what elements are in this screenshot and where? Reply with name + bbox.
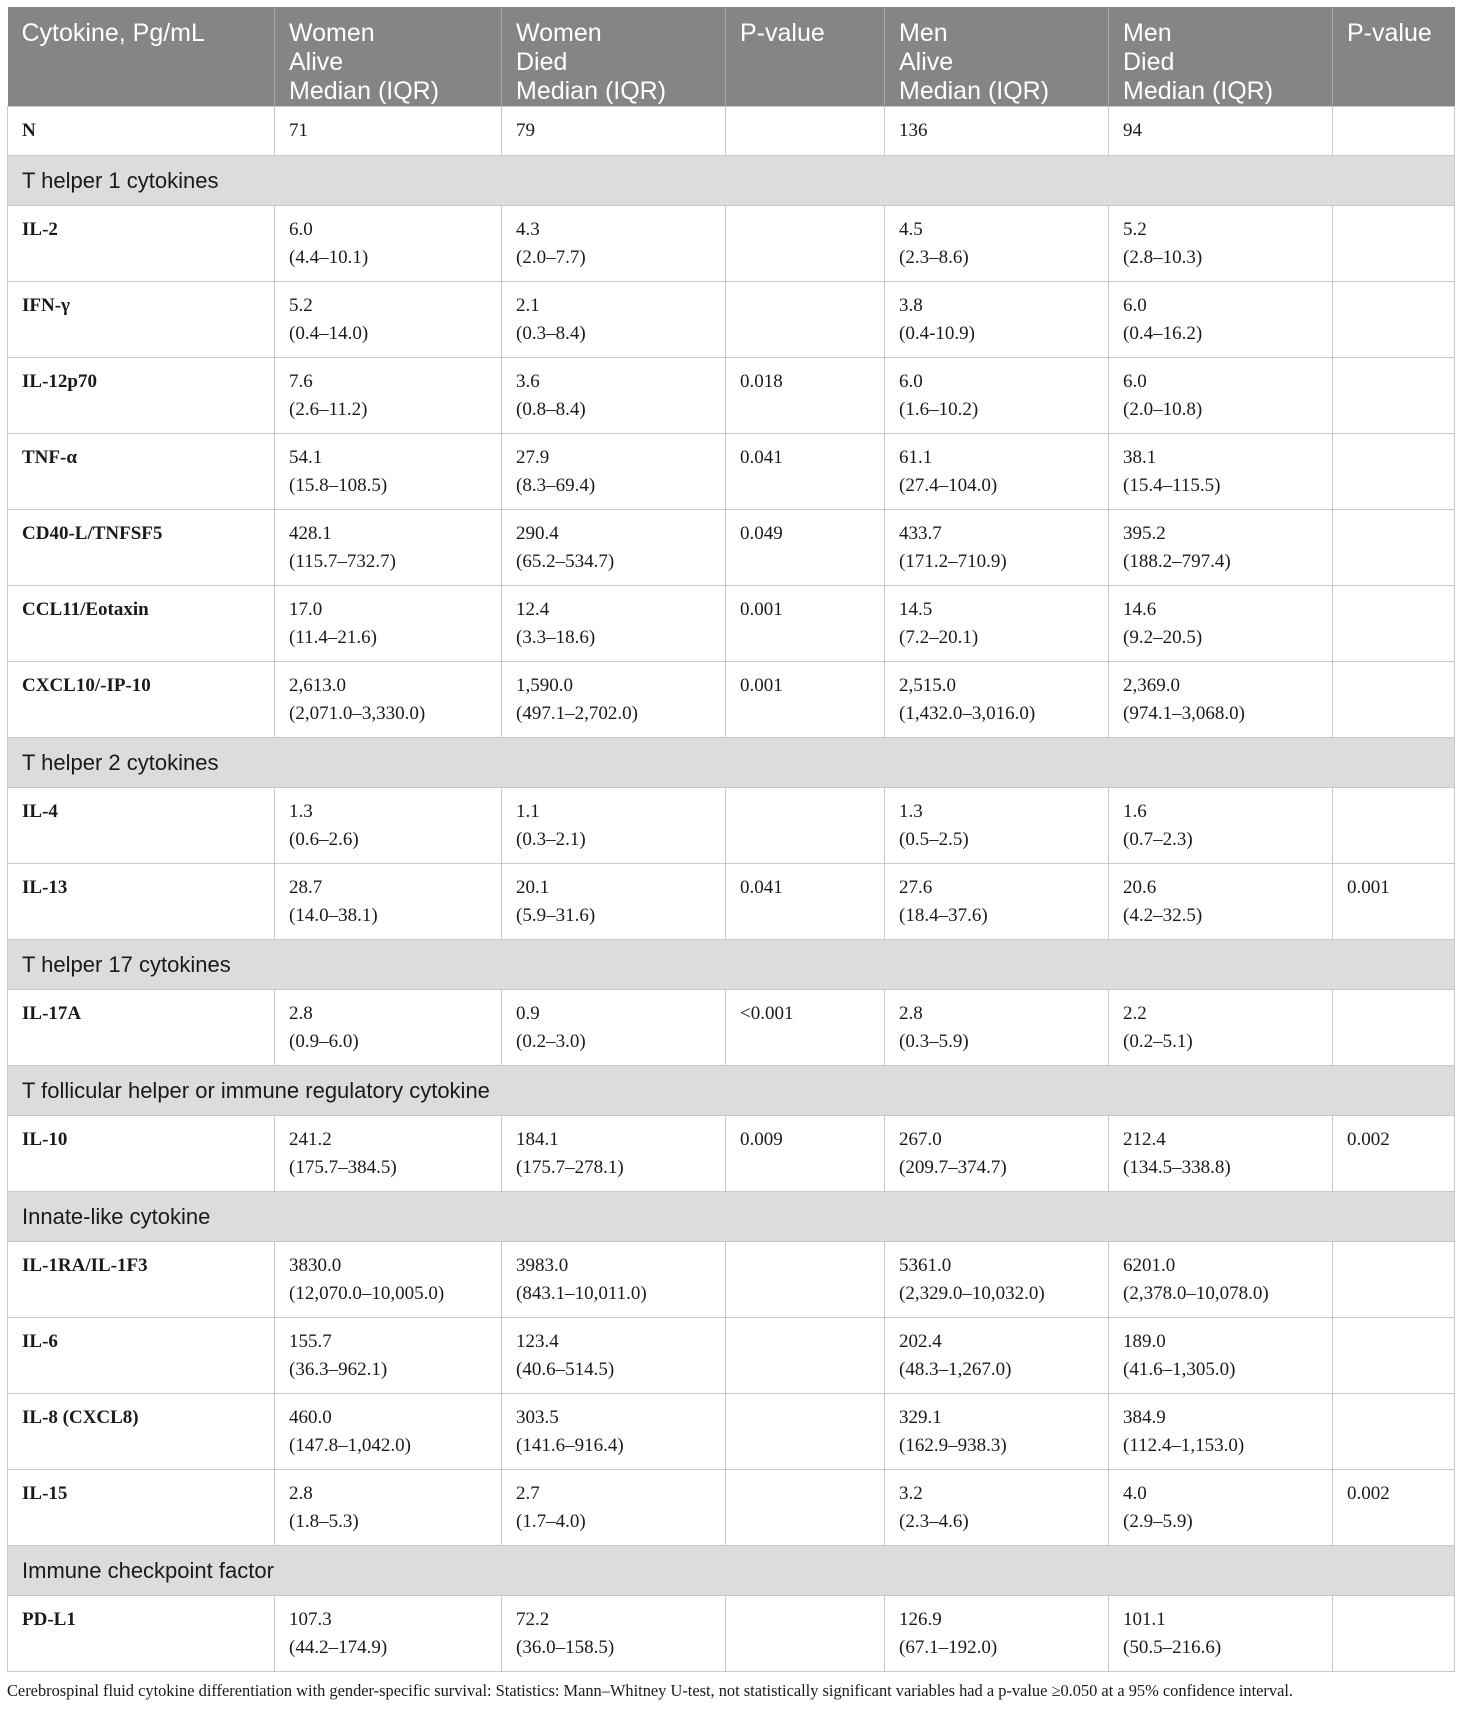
iqr-value: (0.4–16.2) (1123, 323, 1203, 344)
median-value: 2.8 (289, 1483, 313, 1504)
men-died-cell (1109, 990, 1333, 1066)
table-row (8, 1470, 1455, 1546)
iqr-value: (2.8–10.3) (1123, 247, 1203, 268)
women-alive-cell (275, 1470, 502, 1546)
p-value-men-cell (1333, 788, 1455, 864)
table-row (8, 1596, 1455, 1672)
median-value: 2,369.0 (1123, 675, 1180, 696)
table-row (8, 1318, 1455, 1394)
median-value: 5.2 (289, 295, 313, 316)
median-value: 5361.0 (899, 1255, 952, 1276)
iqr-value: (974.1–3,068.0) (1123, 703, 1245, 724)
median-value: 395.2 (1123, 523, 1166, 544)
men-alive-cell (885, 510, 1109, 586)
median-value: 2.8 (899, 1003, 923, 1024)
women-alive-cell (275, 1596, 502, 1672)
section-title: T helper 2 cytokines (8, 738, 1455, 788)
section-row (8, 1546, 1455, 1596)
median-value: 27.9 (516, 447, 550, 468)
p-value-women-cell: 0.009 (726, 1116, 885, 1192)
median-value: 1.6 (1123, 801, 1147, 822)
table-row (8, 282, 1455, 358)
iqr-value: (2.0–7.7) (516, 247, 586, 268)
median-value: 5.2 (1123, 219, 1147, 240)
table-body (8, 107, 1455, 1672)
men-died-cell (1109, 1116, 1333, 1192)
p-value-women-cell (726, 1394, 885, 1470)
median-value: 241.2 (289, 1129, 332, 1150)
median-value: 2,515.0 (899, 675, 956, 696)
median-value: 6201.0 (1123, 1255, 1176, 1276)
p-value-men-cell (1333, 282, 1455, 358)
p-value-women-cell (726, 1470, 885, 1546)
women-died-cell (502, 1116, 726, 1192)
women-died-cell (502, 586, 726, 662)
men-alive-cell (885, 788, 1109, 864)
iqr-value: (2,329.0–10,032.0) (899, 1283, 1045, 1304)
women-alive-cell (275, 510, 502, 586)
men-alive-cell (885, 1318, 1109, 1394)
cytokine-label: IL-10 (8, 1116, 275, 1192)
iqr-value: (18.4–37.6) (899, 905, 988, 926)
median-value: 384.9 (1123, 1407, 1166, 1428)
women-died-cell (502, 1394, 726, 1470)
women-alive-cell (275, 586, 502, 662)
iqr-value: (15.4–115.5) (1123, 475, 1221, 496)
median-value: 38.1 (1123, 447, 1157, 468)
median-value: 2.2 (1123, 1003, 1147, 1024)
iqr-value: (4.2–32.5) (1123, 905, 1203, 926)
iqr-value: (0.7–2.3) (1123, 829, 1193, 850)
women-alive-cell (275, 1242, 502, 1318)
p-value-women-cell: <0.001 (726, 990, 885, 1066)
iqr-value: (175.7–384.5) (289, 1157, 397, 1178)
iqr-value: (2.3–8.6) (899, 247, 969, 268)
p-value-men-cell (1333, 510, 1455, 586)
cytokine-label: IL-6 (8, 1318, 275, 1394)
cytokine-label: IL-1RA/IL-1F3 (8, 1242, 275, 1318)
iqr-value: (1.6–10.2) (899, 399, 979, 420)
iqr-value: (1.7–4.0) (516, 1511, 586, 1532)
median-value: 4.5 (899, 219, 923, 240)
median-value: 3.8 (899, 295, 923, 316)
n-row (8, 107, 1455, 156)
men-died-cell (1109, 434, 1333, 510)
p-value-women-cell (726, 282, 885, 358)
women-alive-cell (275, 662, 502, 738)
median-value: 329.1 (899, 1407, 942, 1428)
women-alive-cell (275, 206, 502, 282)
iqr-value: (5.9–31.6) (516, 905, 596, 926)
n-p-men (1333, 107, 1455, 156)
women-died-cell (502, 510, 726, 586)
cytokine-label: IL-12p70 (8, 358, 275, 434)
iqr-value: (15.8–108.5) (289, 475, 388, 496)
n-women-died: 79 (502, 107, 726, 156)
median-value: 101.1 (1123, 1609, 1166, 1630)
iqr-value: (9.2–20.5) (1123, 627, 1203, 648)
men-alive-cell (885, 358, 1109, 434)
iqr-value: (112.4–1,153.0) (1123, 1435, 1245, 1456)
men-alive-cell (885, 282, 1109, 358)
median-value: 0.9 (516, 1003, 540, 1024)
median-value: 20.1 (516, 877, 550, 898)
p-value-men-cell: 0.002 (1333, 1116, 1455, 1192)
iqr-value: (0.4–14.0) (289, 323, 369, 344)
median-value: 14.6 (1123, 599, 1157, 620)
women-died-cell (502, 358, 726, 434)
women-alive-cell (275, 990, 502, 1066)
men-died-cell (1109, 586, 1333, 662)
iqr-value: (50.5–216.6) (1123, 1637, 1222, 1658)
women-died-cell (502, 1470, 726, 1546)
header-p-value-women: P-value (726, 7, 885, 107)
iqr-value: (141.6–916.4) (516, 1435, 624, 1456)
p-value-women-cell: 0.001 (726, 662, 885, 738)
p-value-women-cell (726, 1596, 885, 1672)
median-value: 189.0 (1123, 1331, 1166, 1352)
median-value: 460.0 (289, 1407, 332, 1428)
women-alive-cell (275, 1318, 502, 1394)
p-value-men-cell (1333, 206, 1455, 282)
median-value: 14.5 (899, 599, 933, 620)
cytokine-label: PD-L1 (8, 1596, 275, 1672)
men-died-cell (1109, 788, 1333, 864)
iqr-value: (2,071.0–3,330.0) (289, 703, 426, 724)
men-died-cell (1109, 282, 1333, 358)
iqr-value: (843.1–10,011.0) (516, 1283, 647, 1304)
p-value-women-cell: 0.018 (726, 358, 885, 434)
iqr-value: (0.3–2.1) (516, 829, 586, 850)
header-p-value-men: P-value (1333, 7, 1455, 107)
p-value-men-cell (1333, 990, 1455, 1066)
median-value: 1.3 (899, 801, 923, 822)
median-value: 4.3 (516, 219, 540, 240)
p-value-women-cell (726, 788, 885, 864)
n-label: N (8, 107, 275, 156)
median-value: 4.0 (1123, 1483, 1147, 1504)
men-alive-cell (885, 990, 1109, 1066)
median-value: 2.8 (289, 1003, 313, 1024)
table-row (8, 864, 1455, 940)
iqr-value: (115.7–732.7) (289, 551, 396, 572)
men-alive-cell (885, 1394, 1109, 1470)
median-value: 428.1 (289, 523, 332, 544)
women-died-cell (502, 864, 726, 940)
men-alive-cell (885, 1596, 1109, 1672)
median-value: 3.2 (899, 1483, 923, 1504)
men-died-cell (1109, 1596, 1333, 1672)
iqr-value: (0.9–6.0) (289, 1031, 359, 1052)
iqr-value: (8.3–69.4) (516, 475, 596, 496)
iqr-value: (0.6–2.6) (289, 829, 359, 850)
median-value: 72.2 (516, 1609, 550, 1630)
p-value-men-cell (1333, 1242, 1455, 1318)
table-row (8, 586, 1455, 662)
women-died-cell (502, 990, 726, 1066)
cytokine-label: IL-13 (8, 864, 275, 940)
iqr-value: (0.2–3.0) (516, 1031, 586, 1052)
iqr-value: (497.1–2,702.0) (516, 703, 638, 724)
cytokine-label: TNF-α (8, 434, 275, 510)
median-value: 123.4 (516, 1331, 559, 1352)
cytokine-label: IL-15 (8, 1470, 275, 1546)
median-value: 1.1 (516, 801, 540, 822)
cytokine-label: IL-2 (8, 206, 275, 282)
median-value: 107.3 (289, 1609, 332, 1630)
iqr-value: (36.3–962.1) (289, 1359, 388, 1380)
table-row (8, 788, 1455, 864)
section-title: T follicular helper or immune regulatory cytokine (8, 1066, 1455, 1116)
p-value-men-cell (1333, 358, 1455, 434)
men-died-cell (1109, 864, 1333, 940)
men-alive-cell (885, 434, 1109, 510)
iqr-value: (134.5–338.8) (1123, 1157, 1231, 1178)
p-value-men-cell (1333, 662, 1455, 738)
section-row (8, 738, 1455, 788)
iqr-value: (27.4–104.0) (899, 475, 998, 496)
iqr-value: (147.8–1,042.0) (289, 1435, 411, 1456)
median-value: 6.0 (1123, 295, 1147, 316)
median-value: 28.7 (289, 877, 323, 898)
p-value-men-cell: 0.001 (1333, 864, 1455, 940)
cytokine-label: IL-4 (8, 788, 275, 864)
men-died-cell (1109, 510, 1333, 586)
median-value: 27.6 (899, 877, 933, 898)
women-alive-cell (275, 864, 502, 940)
median-value: 12.4 (516, 599, 550, 620)
men-alive-cell (885, 206, 1109, 282)
iqr-value: (209.7–374.7) (899, 1157, 1007, 1178)
median-value: 303.5 (516, 1407, 559, 1428)
women-alive-cell (275, 358, 502, 434)
median-value: 3.6 (516, 371, 540, 392)
men-alive-cell (885, 1242, 1109, 1318)
iqr-value: (7.2–20.1) (899, 627, 979, 648)
median-value: 6.0 (899, 371, 923, 392)
iqr-value: (2,378.0–10,078.0) (1123, 1283, 1269, 1304)
men-died-cell (1109, 1318, 1333, 1394)
iqr-value: (11.4–21.6) (289, 627, 377, 648)
women-alive-cell (275, 282, 502, 358)
median-value: 17.0 (289, 599, 323, 620)
table-header (8, 7, 1455, 107)
section-row (8, 940, 1455, 990)
men-died-cell (1109, 1470, 1333, 1546)
iqr-value: (2.9–5.9) (1123, 1511, 1193, 1532)
p-value-men-cell (1333, 1394, 1455, 1470)
women-alive-cell (275, 1116, 502, 1192)
median-value: 212.4 (1123, 1129, 1166, 1150)
table-footnote: Cerebrospinal fluid cytokine differentiation with gender-specific survival: Statistics: Mann–Whitney U-test, not statistically significant variables had a p-value ≥0.050 at a 95% confidence interval. (7, 1681, 1294, 1700)
iqr-value: (0.3–5.9) (899, 1031, 969, 1052)
men-alive-cell (885, 586, 1109, 662)
p-value-men-cell (1333, 434, 1455, 510)
n-p-women (726, 107, 885, 156)
iqr-value: (0.5–2.5) (899, 829, 969, 850)
iqr-value: (1,432.0–3,016.0) (899, 703, 1036, 724)
median-value: 6.0 (1123, 371, 1147, 392)
men-died-cell (1109, 1242, 1333, 1318)
men-died-cell (1109, 662, 1333, 738)
women-died-cell (502, 434, 726, 510)
iqr-value: (2.3–4.6) (899, 1511, 969, 1532)
iqr-value: (3.3–18.6) (516, 627, 596, 648)
median-value: 2.7 (516, 1483, 540, 1504)
median-value: 61.1 (899, 447, 933, 468)
women-alive-cell (275, 1394, 502, 1470)
iqr-value: (48.3–1,267.0) (899, 1359, 1012, 1380)
median-value: 3983.0 (516, 1255, 569, 1276)
median-value: 54.1 (289, 447, 323, 468)
median-value: 2,613.0 (289, 675, 346, 696)
n-men-alive: 136 (885, 107, 1109, 156)
p-value-women-cell: 0.041 (726, 864, 885, 940)
median-value: 155.7 (289, 1331, 332, 1352)
section-row (8, 1066, 1455, 1116)
median-value: 290.4 (516, 523, 559, 544)
median-value: 3830.0 (289, 1255, 342, 1276)
iqr-value: (44.2–174.9) (289, 1637, 388, 1658)
p-value-men-cell (1333, 586, 1455, 662)
table-row (8, 1242, 1455, 1318)
iqr-value: (0.3–8.4) (516, 323, 586, 344)
p-value-women-cell (726, 206, 885, 282)
p-value-women-cell (726, 1242, 885, 1318)
p-value-men-cell: 0.002 (1333, 1470, 1455, 1546)
table-row (8, 358, 1455, 434)
men-alive-cell (885, 662, 1109, 738)
p-value-men-cell (1333, 1318, 1455, 1394)
iqr-value: (36.0–158.5) (516, 1637, 615, 1658)
table-row (8, 662, 1455, 738)
cytokine-label: IFN-γ (8, 282, 275, 358)
header-women-died: Women Died Median (IQR) (502, 7, 726, 107)
iqr-value: (175.7–278.1) (516, 1157, 624, 1178)
header-women-alive: Women Alive Median (IQR) (275, 7, 502, 107)
iqr-value: (65.2–534.7) (516, 551, 615, 572)
table-row (8, 1394, 1455, 1470)
median-value: 6.0 (289, 219, 313, 240)
table-row (8, 510, 1455, 586)
iqr-value: (188.2–797.4) (1123, 551, 1231, 572)
header-men-died: Men Died Median (IQR) (1109, 7, 1333, 107)
table-row (8, 434, 1455, 510)
women-died-cell (502, 1596, 726, 1672)
women-alive-cell (275, 788, 502, 864)
iqr-value: (4.4–10.1) (289, 247, 369, 268)
n-women-alive: 71 (275, 107, 502, 156)
women-died-cell (502, 662, 726, 738)
iqr-value: (1.8–5.3) (289, 1511, 359, 1532)
cytokine-label: CD40-L/TNFSF5 (8, 510, 275, 586)
iqr-value: (41.6–1,305.0) (1123, 1359, 1236, 1380)
iqr-value: (2.6–11.2) (289, 399, 368, 420)
table-row (8, 1116, 1455, 1192)
median-value: 202.4 (899, 1331, 942, 1352)
iqr-value: (2.0–10.8) (1123, 399, 1203, 420)
iqr-value: (14.0–38.1) (289, 905, 378, 926)
section-row (8, 1192, 1455, 1242)
n-men-died: 94 (1109, 107, 1333, 156)
men-alive-cell (885, 1470, 1109, 1546)
median-value: 20.6 (1123, 877, 1157, 898)
header-men-alive: Men Alive Median (IQR) (885, 7, 1109, 107)
median-value: 267.0 (899, 1129, 942, 1150)
iqr-value: (171.2–710.9) (899, 551, 1007, 572)
table-row (8, 990, 1455, 1066)
men-died-cell (1109, 358, 1333, 434)
women-died-cell (502, 282, 726, 358)
men-died-cell (1109, 1394, 1333, 1470)
median-value: 184.1 (516, 1129, 559, 1150)
median-value: 1,590.0 (516, 675, 573, 696)
cytokine-label: IL-8 (CXCL8) (8, 1394, 275, 1470)
p-value-women-cell (726, 1318, 885, 1394)
iqr-value: (0.8–8.4) (516, 399, 586, 420)
median-value: 126.9 (899, 1609, 942, 1630)
section-title: T helper 1 cytokines (8, 156, 1455, 206)
median-value: 1.3 (289, 801, 313, 822)
women-died-cell (502, 1242, 726, 1318)
median-value: 2.1 (516, 295, 540, 316)
median-value: 433.7 (899, 523, 942, 544)
men-died-cell (1109, 206, 1333, 282)
women-died-cell (502, 206, 726, 282)
cytokine-table (7, 7, 1455, 1672)
men-alive-cell (885, 864, 1109, 940)
p-value-men-cell (1333, 1596, 1455, 1672)
p-value-women-cell: 0.049 (726, 510, 885, 586)
men-alive-cell (885, 1116, 1109, 1192)
women-alive-cell (275, 434, 502, 510)
cytokine-label: CCL11/Eotaxin (8, 586, 275, 662)
section-title: Innate-like cytokine (8, 1192, 1455, 1242)
section-title: T helper 17 cytokines (8, 940, 1455, 990)
median-value: 7.6 (289, 371, 313, 392)
iqr-value: (12,070.0–10,005.0) (289, 1283, 445, 1304)
section-title: Immune checkpoint factor (8, 1546, 1455, 1596)
iqr-value: (0.4-10.9) (899, 323, 975, 344)
section-row (8, 156, 1455, 206)
cytokine-table-container (7, 7, 1454, 1672)
header-row (8, 7, 1455, 107)
cytokine-label: IL-17A (8, 990, 275, 1066)
iqr-value: (0.2–5.1) (1123, 1031, 1193, 1052)
table-row (8, 206, 1455, 282)
header-cytokine: Cytokine, Pg/mL (8, 7, 275, 107)
women-died-cell (502, 788, 726, 864)
iqr-value: (40.6–514.5) (516, 1359, 615, 1380)
women-died-cell (502, 1318, 726, 1394)
iqr-value: (67.1–192.0) (899, 1637, 998, 1658)
cytokine-label: CXCL10/-IP-10 (8, 662, 275, 738)
p-value-women-cell: 0.041 (726, 434, 885, 510)
iqr-value: (162.9–938.3) (899, 1435, 1007, 1456)
p-value-women-cell: 0.001 (726, 586, 885, 662)
